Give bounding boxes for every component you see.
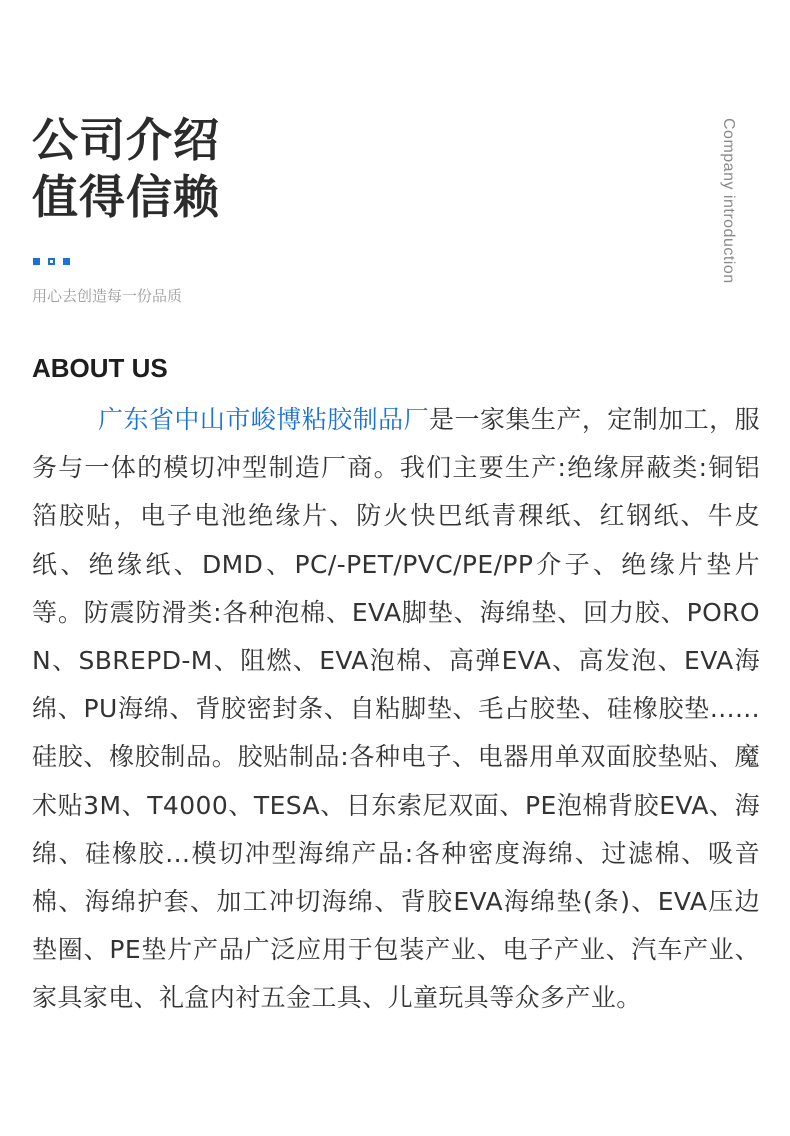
slogan: 用心去创造每一份品质 <box>32 287 183 305</box>
decorative-dots <box>33 258 70 267</box>
title-block <box>32 112 220 226</box>
about-heading: ABOUT US <box>32 353 168 383</box>
dot-filled-icon <box>33 258 40 265</box>
about-paragraph <box>32 396 760 1023</box>
side-label: Company introduction <box>720 118 737 284</box>
dot-filled-icon <box>63 258 70 265</box>
company-description: 是一家集生产，定制加工，服务与一体的模切冲型制造厂商。我们主要生产:绝缘屏蔽类:铜铝箔胶贴，电子电池绝缘片、防火快巴纸青稞纸、红钢纸、牛皮纸、绝缘纸、DMD、PC/-PET/PVC/PE/PP介子、绝缘片垫片等。防震防滑类:各种泡棉、EVA脚垫、海绵垫、回力胶、PORON、SBREPD-M、阻燃、EVA泡棉、高弹EVA、高发泡、EVA海绵、PU海绵、背胶密封条、自粘脚垫、毛占胶垫、硅橡胶垫......硅胶、橡胶制品。胶贴制品:各种电子、电器用单双面胶垫贴、魔术贴3M、T4000、TESA、日东索尼双面、PE泡棉背胶EVA、海绵、硅橡胶...模切冲型海绵产品:各种密度海绵、过滤棉、吸音棉、海绵护套、加工冲切海绵、背胶EVA海绵垫(条)、EVA压边垫圈、PE垫片产品广泛应用于包装产业、电子产业、汽车产业、家具家电、礼盒内衬五金工具、儿童玩具等众多产业。 <box>32 405 760 1013</box>
page-title-line-1: 公司介绍 <box>32 113 220 167</box>
page-title-line-2: 值得信赖 <box>32 170 220 224</box>
company-name: 广东省中山市峻博粘胶制品厂 <box>98 405 430 434</box>
dot-hollow-icon <box>48 258 55 265</box>
